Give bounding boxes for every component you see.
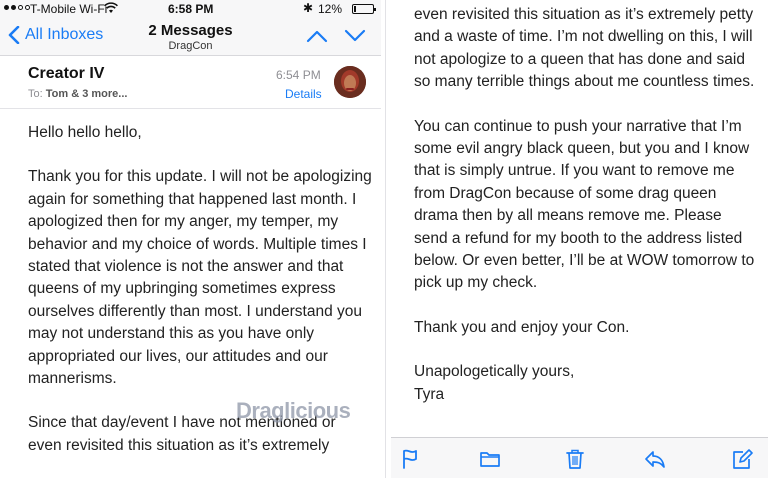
battery-icon <box>352 4 374 14</box>
thread-subject: DragCon <box>168 40 213 52</box>
details-link[interactable]: Details <box>285 87 322 101</box>
paragraph-2: Since that day/event I have not mentioned or even revisited this situation as it’s extremely <box>28 414 336 454</box>
trash-icon[interactable] <box>564 448 586 470</box>
reply-icon[interactable] <box>644 448 666 470</box>
avatar-photo <box>334 66 366 98</box>
right-panel <box>391 0 768 478</box>
signature: Tyra <box>414 385 445 403</box>
battery-percent: 12% <box>318 2 343 16</box>
back-button-label: All Inboxes <box>25 26 104 43</box>
message-time: 6:54 PM <box>276 68 321 82</box>
signal-dots-icon <box>4 5 30 10</box>
flag-icon[interactable] <box>400 448 422 470</box>
bluetooth-icon: ✱ <box>303 1 314 15</box>
paragraph-3: You can continue to push your narrative that I’m some evil angry black queen, but you and I know that is simply untrue. If you want to remove me from DragCon because of some drag queen drama then by all means remove me. Please send a refund for my booth to the address listed below. Or even better, I’ll be at WOW tomorrow to pick up my check. <box>414 117 755 292</box>
clock: 6:58 PM <box>168 2 214 16</box>
sender-name[interactable]: Creator IV <box>28 65 105 82</box>
chevron-down-icon[interactable] <box>344 28 366 44</box>
paragraph-2-continued: even revisited this situation as it’s extremely petty and a waste of time. I’m not dwelling on this, I will not apologize to a queen that has done and said so many terrible things about me countless times. <box>414 6 755 91</box>
message-header <box>0 57 381 109</box>
paragraph-4: Thank you and enjoy your Con. <box>414 318 630 336</box>
recipients-list: Tom & 3 more... <box>45 88 128 100</box>
thread-title: 2 Messages <box>148 22 233 39</box>
recipients[interactable] <box>28 88 127 100</box>
navigation-bar <box>0 18 381 56</box>
folder-icon[interactable] <box>479 448 501 470</box>
carrier-label: T-Mobile Wi-Fi <box>30 2 108 16</box>
to-prefix: To: <box>28 88 43 100</box>
status-bar <box>0 0 381 18</box>
closing: Unapologetically yours, <box>414 363 575 381</box>
paragraph-1: Thank you for this update. I will not be apologizing again for something that happened last month. I apologized then for my anger, my temper, my behavior and my choice of words. Multiple times I stated that violence is not the answer and that queens of my upbringing sometimes express ourselves differently than most. I understand you may not understand this as you have only appropriated our lives, our attitudes and our mannerisms. <box>28 168 372 388</box>
watermark-logo: Draglicious <box>236 398 351 423</box>
message-body-continued <box>414 4 759 406</box>
chevron-up-icon[interactable] <box>306 28 328 44</box>
avatar[interactable] <box>334 66 366 98</box>
left-panel <box>0 0 381 478</box>
compose-icon[interactable] <box>731 448 753 470</box>
bottom-toolbar <box>391 437 768 478</box>
battery-level <box>354 6 356 12</box>
panel-divider <box>381 0 391 478</box>
greeting: Hello hello hello, <box>28 124 142 141</box>
wifi-icon <box>104 2 118 14</box>
